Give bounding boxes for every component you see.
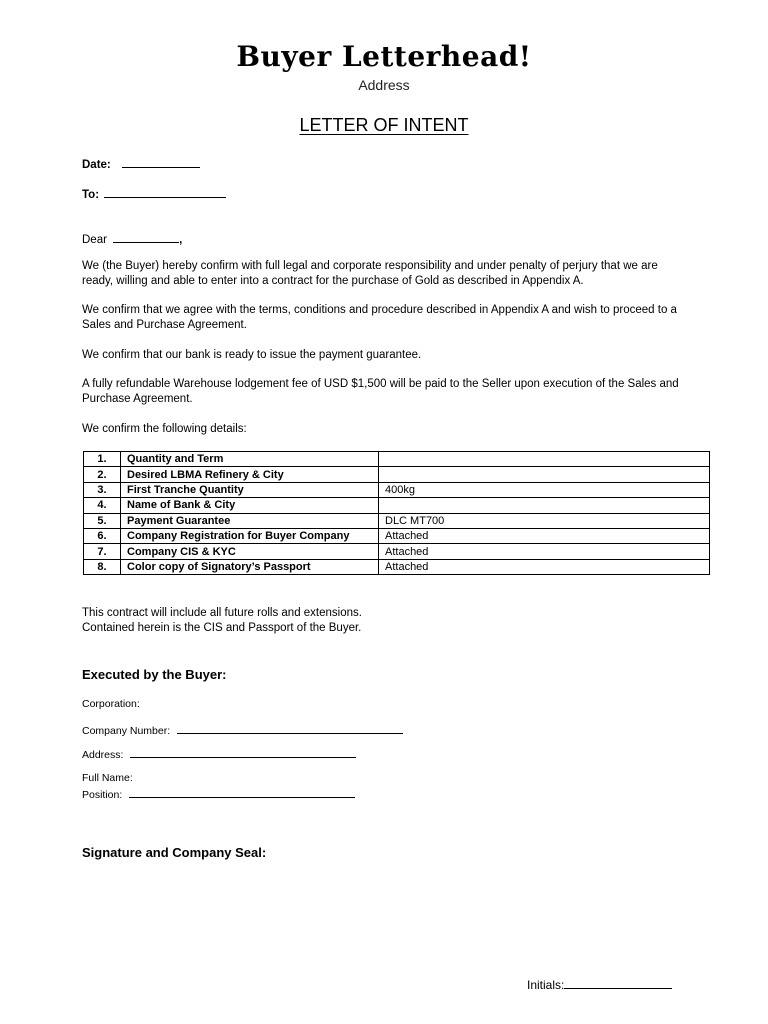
table-row (84, 559, 710, 574)
table-row (84, 544, 710, 559)
company-number-label: Company Number: (82, 725, 171, 737)
initials-label: Initials: (527, 978, 565, 992)
closing-contained: Contained herein is the CIS and Passport of the Buyer. (82, 622, 362, 634)
salutation (82, 230, 182, 246)
row-number: 2. (84, 467, 121, 482)
initials-blank-line[interactable] (564, 976, 672, 989)
row-number: 6. (84, 528, 121, 543)
details-table-body (84, 452, 710, 575)
row-value[interactable]: DLC MT700 (379, 513, 710, 528)
row-number: 7. (84, 544, 121, 559)
row-number: 8. (84, 559, 121, 574)
row-number: 3. (84, 482, 121, 497)
corporation-field (82, 698, 140, 710)
row-value[interactable]: Attached (379, 544, 710, 559)
table-row (84, 467, 710, 482)
corporation-label: Corporation: (82, 698, 140, 710)
table-row (84, 513, 710, 528)
row-value[interactable]: 400kg (379, 482, 710, 497)
row-value[interactable] (379, 467, 710, 482)
paragraph-agreement: We confirm that we agree with the terms, conditions and procedure described in Appendix A and wish to proceed to a Sales and Purchase Agreement. (82, 304, 677, 331)
document-title: LETTER OF INTENT (299, 115, 469, 135)
date-blank-line[interactable] (122, 155, 200, 168)
signature-heading: Signature and Company Seal: (82, 845, 267, 860)
table-row (84, 498, 710, 513)
row-item: First Tranche Quantity (121, 482, 379, 497)
row-item: Company CIS & KYC (121, 544, 379, 559)
closing-rolls: This contract will include all future rolls and extensions. (82, 607, 362, 619)
to-blank-line[interactable] (104, 185, 226, 198)
table-row (84, 482, 710, 497)
table-row (84, 528, 710, 543)
to-label: To: (82, 189, 100, 201)
executed-heading: Executed by the Buyer: (82, 667, 227, 682)
paragraph-bank: We confirm that our bank is ready to issue the payment guarantee. (82, 349, 422, 361)
company-number-blank-line[interactable] (177, 723, 403, 734)
row-item: Quantity and Term (121, 452, 379, 467)
details-table (83, 451, 710, 575)
row-value[interactable]: Attached (379, 528, 710, 543)
initials-field (527, 976, 672, 992)
row-item: Color copy of Signatory’s Passport (121, 559, 379, 574)
date-field (82, 155, 200, 171)
address-field (82, 747, 356, 761)
dear-comma: , (179, 234, 183, 246)
row-number: 4. (84, 498, 121, 513)
row-item: Desired LBMA Refinery & City (121, 467, 379, 482)
row-item: Company Registration for Buyer Company (121, 528, 379, 543)
row-value[interactable] (379, 498, 710, 513)
row-value[interactable] (379, 452, 710, 467)
position-field (82, 787, 355, 801)
company-number-field (82, 723, 403, 737)
address-blank-line[interactable] (130, 747, 356, 758)
position-blank-line[interactable] (129, 787, 355, 798)
row-number: 1. (84, 452, 121, 467)
paragraph-details-intro: We confirm the following details: (82, 423, 247, 435)
date-label: Date: (82, 159, 111, 171)
table-row (84, 452, 710, 467)
dear-blank-line[interactable] (113, 230, 179, 243)
row-value[interactable]: Attached (379, 559, 710, 574)
letterhead-title: Buyer Letterhead! (236, 40, 532, 73)
paragraph-confirmation: We (the Buyer) hereby confirm with full legal and corporate responsibility and under penalty of perjury that we are ready, willing and able to enter into a contract for the purchase of Gold as described in Appendix A. (82, 260, 658, 287)
address-label: Address: (82, 749, 124, 761)
full-name-label: Full Name: (82, 772, 133, 784)
row-number: 5. (84, 513, 121, 528)
dear-label: Dear (82, 234, 107, 246)
row-item: Payment Guarantee (121, 513, 379, 528)
to-field (82, 185, 226, 201)
letterhead-address: Address (358, 77, 410, 93)
paragraph-fee: A fully refundable Warehouse lodgement fee of USD $1,500 will be paid to the Seller upon execution of the Sales and Purchase Agreement. (82, 378, 679, 405)
full-name-field (82, 772, 133, 784)
position-label: Position: (82, 789, 123, 801)
row-item: Name of Bank & City (121, 498, 379, 513)
